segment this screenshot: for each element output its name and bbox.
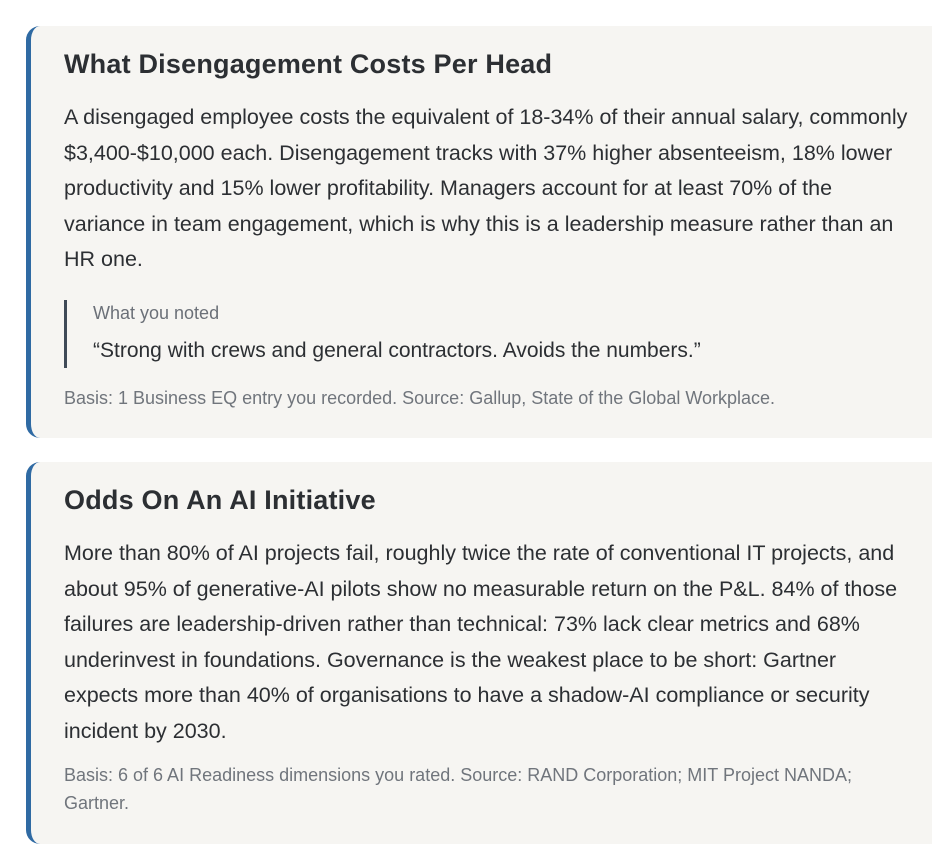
card-title: Odds On An AI Initiative [64, 485, 376, 515]
basis-source-text: Basis: 6 of 6 AI Readiness dimensions you rated. Source: RAND Corporation; MIT Project NANDA; Gartner. [64, 765, 853, 813]
user-note-quote [64, 300, 932, 368]
note-text: “Strong with crews and general contractors. Avoids the numbers.” [93, 338, 701, 362]
card-title: What Disengagement Costs Per Head [64, 49, 553, 79]
insight-card-disengagement [26, 26, 932, 438]
basis-source-text: Basis: 1 Business EQ entry you recorded. Source: Gallup, State of the Global Workplace. [64, 387, 776, 408]
card-body-text: More than 80% of AI projects fail, roughly twice the rate of conventional IT projects, and about 95% of generative-AI pilots show no measurable return on the P&L. 84% of those failures are leadership-driven rather than technical: 73% lack clear metrics and 68% underinvest in foundations. Governance is the weakest place to be short: Gartner expects more than 40% of organisations to have a shadow-AI compliance or security incident by 2030. [64, 541, 898, 743]
note-label: What you noted [93, 302, 220, 323]
insight-card-ai-initiative [26, 462, 932, 844]
card-body-text: A disengaged employee costs the equivalent of 18-34% of their annual salary, commonly $3,400-$10,000 each. Disengagement tracks with 37% higher absenteeism, 18% lower productivity and 15% lower profitability. Managers account for at least 70% of the variance in team engagement, which is why this is a leadership measure rather than an HR one. [64, 105, 908, 271]
